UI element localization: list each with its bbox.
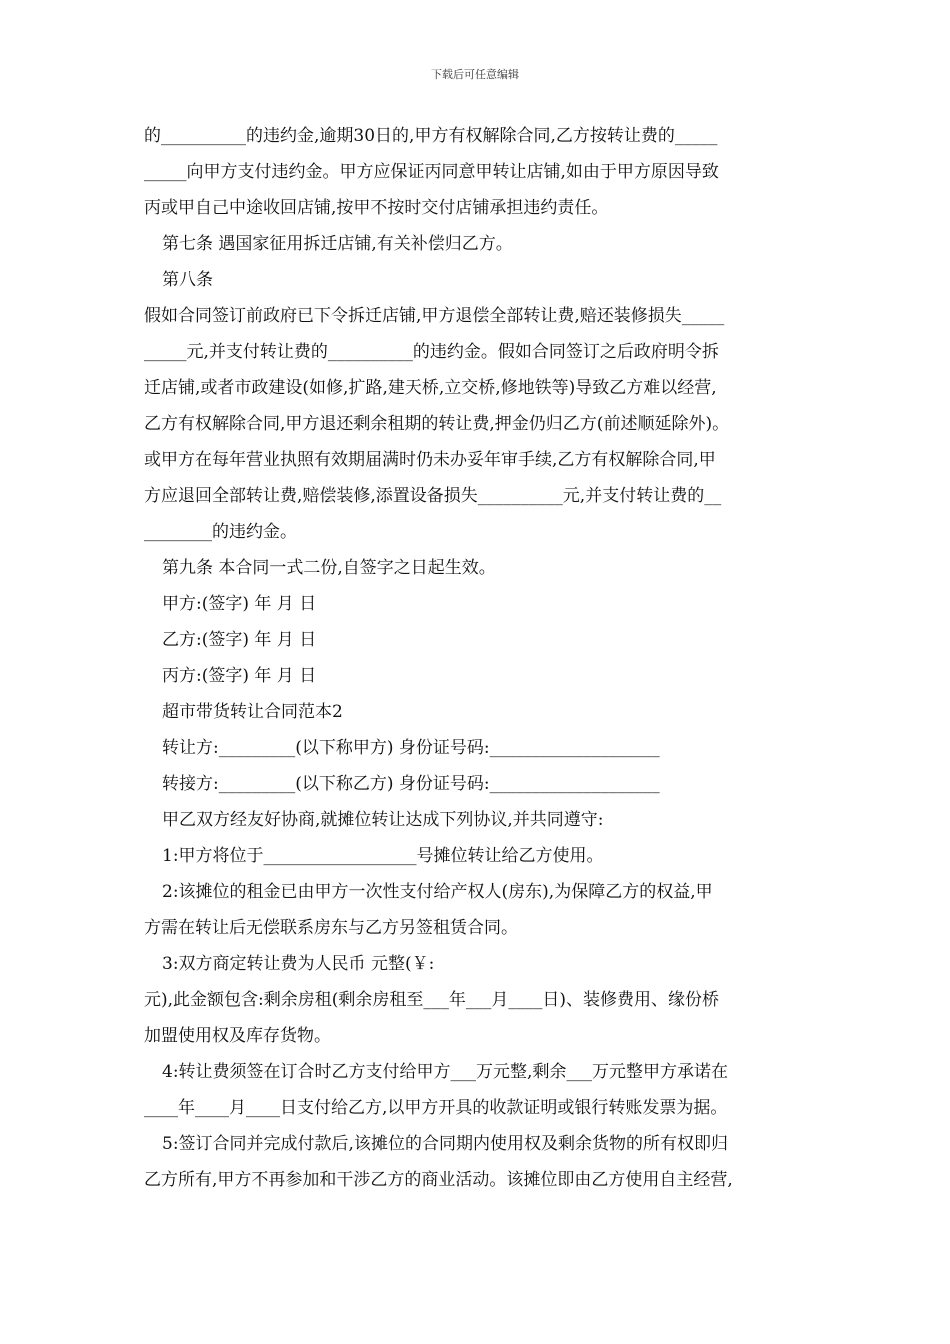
contract-title: 超市带货转让合同范本2 — [162, 702, 343, 722]
document-body — [144, 118, 824, 1198]
text-line: ________的违约金。 — [144, 522, 297, 542]
article-7: 第七条 遇国家征用拆迁店铺,有关补偿归乙方。 — [162, 234, 513, 254]
clause-4: 4:转让费须签在订合时乙方支付给甲方___万元整,剩余___万元整甲方承诺在 — [162, 1062, 728, 1082]
page-header: 下载后可任意编辑 — [431, 68, 519, 81]
text-line: 丙或甲自己中途收回店铺,按甲不按时交付店铺承担违约责任。 — [144, 198, 609, 218]
text-line: 假如合同签订前政府已下令拆迁店铺,甲方退偿全部转让费,赔还装修损失_____ — [144, 306, 725, 326]
clause-1: 1:甲方将位于__________________号摊位转让给乙方使用。 — [162, 846, 604, 866]
text-line: 方应退回全部转让费,赔偿装修,添置设备损失__________元,并支付转让费的__ — [144, 486, 722, 506]
text-line: _____元,并支付转让费的__________的违约金。假如合同签订之后政府明令拆 — [144, 342, 719, 362]
text-line: ____年____月____日支付给乙方,以甲方开具的收款证明或银行转账发票为据。 — [144, 1098, 728, 1118]
signature-party-c: 丙方:(签字) 年 月 日 — [162, 666, 317, 686]
clause-3: 3:双方商定转让费为人民币 元整(￥: — [162, 954, 435, 974]
signature-party-a: 甲方:(签字) 年 月 日 — [162, 594, 317, 614]
text-line: 乙方有权解除合同,甲方退还剩余租期的转让费,押金仍归乙方(前述顺延除外)。 — [144, 414, 730, 434]
signature-party-b: 乙方:(签字) 年 月 日 — [162, 630, 317, 650]
text-line: 元),此金额包含:剩余房租(剩余房租至___年___月____日)、装修费用、缘份桥 — [144, 990, 720, 1010]
text-line: 的__________的违约金,逾期30日的,甲方有权解除合同,乙方按转让费的_____ — [144, 126, 718, 146]
text-line: 加盟使用权及库存货物。 — [144, 1026, 331, 1046]
transferee-line: 转接方:_________(以下称乙方) 身份证号码:____________________ — [162, 774, 660, 794]
article-9: 第九条 本合同一式二份,自签字之日起生效。 — [162, 558, 496, 578]
clause-2: 2:该摊位的租金已由甲方一次性支付给产权人(房东),为保障乙方的权益,甲 — [162, 882, 713, 902]
article-8-heading: 第八条 — [162, 270, 213, 290]
clause-5: 5:签订合同并完成付款后,该摊位的合同期内使用权及剩余货物的所有权即归 — [162, 1134, 728, 1154]
text-line: 方需在转让后无偿联系房东与乙方另签租赁合同。 — [144, 918, 518, 938]
text-line: 或甲方在每年营业执照有效期届满时仍未办妥年审手续,乙方有权解除合同,甲 — [144, 450, 716, 470]
transferor-line: 转让方:_________(以下称甲方) 身份证号码:____________________ — [162, 738, 660, 758]
text-line: 迁店铺,或者市政建设(如修,扩路,建天桥,立交桥,修地铁等)导致乙方难以经营, — [144, 378, 717, 398]
text-line: 乙方所有,甲方不再参加和干涉乙方的商业活动。该摊位即由乙方使用自主经营, — [144, 1170, 733, 1190]
intro-line: 甲乙双方经友好协商,就摊位转让达成下列协议,并共同遵守: — [162, 810, 604, 830]
text-line: _____向甲方支付违约金。甲方应保证丙同意甲转让店铺,如由于甲方原因导致 — [144, 162, 719, 182]
